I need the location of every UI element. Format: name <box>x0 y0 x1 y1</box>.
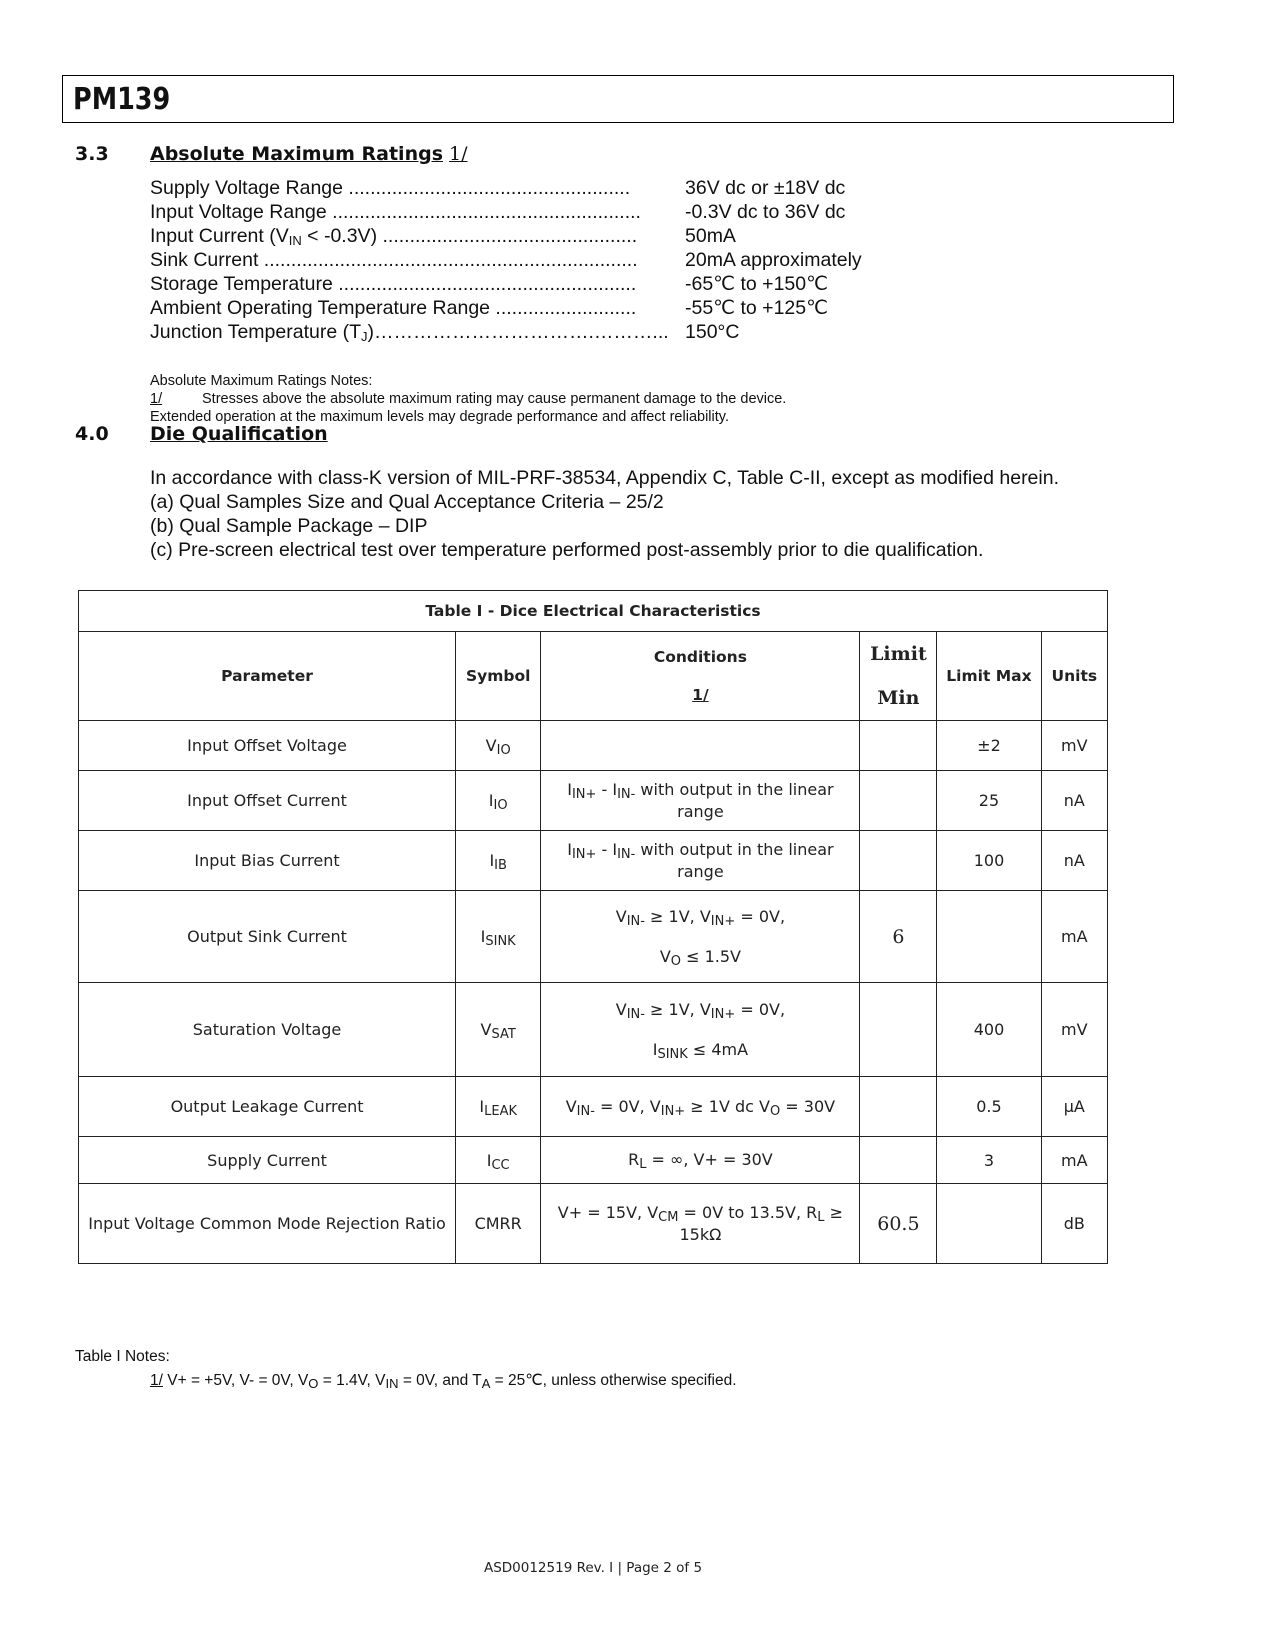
cell-conditions <box>541 771 860 831</box>
cell-limit-max: 0.5 <box>937 1077 1041 1137</box>
header-limit-max: Limit Max <box>937 632 1041 721</box>
cell-limit-max: ±2 <box>937 721 1041 771</box>
ratings-list <box>150 176 862 344</box>
condition-sub: IN- <box>626 913 645 929</box>
rating-label-text: ) <box>367 321 374 343</box>
die-qualification-text <box>150 466 1059 562</box>
qual-line-3: (b) Qual Sample Package – DIP <box>150 515 428 537</box>
ratings-note-1-text: Stresses above the absolute maximum rating may cause permanent damage to the device. <box>202 391 787 407</box>
condition-text: V <box>615 999 627 1019</box>
rating-row <box>150 296 862 320</box>
condition-text: = 0V to 13.5V, R <box>678 1202 818 1222</box>
rating-label <box>150 200 685 224</box>
rating-label-text: Ambient Operating Temperature Range <box>150 297 491 319</box>
condition-sub: IN- <box>626 1006 645 1022</box>
rating-value: -55℃ to +125℃ <box>685 297 829 319</box>
cell-conditions <box>541 1137 860 1184</box>
rating-label-text: < -0.3V) <box>301 225 378 247</box>
cell-units: mV <box>1041 721 1107 771</box>
condition-text: with output in the linear range <box>635 839 834 881</box>
table-row <box>79 891 1108 983</box>
symbol-text: I <box>479 1097 485 1116</box>
header-parameter: Parameter <box>79 632 456 721</box>
rating-label <box>150 296 685 320</box>
cell-limit-max: 400 <box>937 983 1041 1077</box>
condition-text: I <box>567 779 572 799</box>
cell-conditions <box>541 831 860 891</box>
table-row <box>79 1137 1108 1184</box>
cell-limit-min <box>860 1077 937 1137</box>
symbol-text: CMRR <box>474 1214 522 1233</box>
rating-label-sub: J <box>361 329 368 344</box>
condition-line <box>547 1149 853 1171</box>
table-note-1-text: = 25℃, unless otherwise specified. <box>490 1372 737 1389</box>
rating-label-text: Input Current (V <box>150 225 289 247</box>
section-3-3-title <box>150 143 468 165</box>
rating-value: 50mA <box>685 225 736 247</box>
ratings-notes-title: Absolute Maximum Ratings Notes: <box>150 373 373 389</box>
cell-conditions <box>541 721 860 771</box>
condition-text: V <box>615 906 627 926</box>
section-3-3-title-text: Absolute Maximum Ratings <box>150 143 444 165</box>
header-conditions <box>541 632 860 721</box>
table-row <box>79 1184 1108 1264</box>
rating-label-text: Input Voltage Range <box>150 201 327 223</box>
condition-text: = 0V, V <box>594 1096 661 1116</box>
cell-parameter: Input Bias Current <box>79 831 456 891</box>
symbol-text: I <box>488 791 494 810</box>
section-4-0-title: Die Qualification <box>150 423 328 445</box>
header-limit-min-line2: Min <box>877 687 920 709</box>
rating-value: -65℃ to +150℃ <box>685 273 829 295</box>
cell-limit-min <box>860 1137 937 1184</box>
rating-value: 20mA approximately <box>685 249 862 271</box>
symbol-sub: LEAK <box>484 1104 517 1119</box>
cell-limit-min <box>860 983 937 1077</box>
condition-line <box>547 1202 853 1246</box>
condition-line <box>547 1039 853 1061</box>
rating-label-text: Junction Temperature (T <box>150 321 361 343</box>
cell-conditions <box>541 891 860 983</box>
condition-sub: O <box>670 953 682 969</box>
rating-label <box>150 320 685 344</box>
condition-sub: IN+ <box>710 1006 736 1022</box>
condition-text: = 30V <box>780 1096 836 1116</box>
cell-symbol <box>456 721 541 771</box>
section-4-0-number: 4.0 <box>75 423 109 445</box>
table-row <box>79 983 1108 1077</box>
condition-text: V <box>659 946 671 966</box>
table-header-row <box>79 632 1108 721</box>
cell-parameter: Output Sink Current <box>79 891 456 983</box>
cell-limit-max: 25 <box>937 771 1041 831</box>
cell-limit-min: 6 <box>860 891 937 983</box>
qual-line-4: (c) Pre-screen electrical test over temperature performed post-assembly prior to die qualification. <box>150 539 984 561</box>
table-title-row <box>79 591 1108 632</box>
section-3-3-number: 3.3 <box>75 143 109 165</box>
rating-dots: …………………………….………... <box>374 321 669 343</box>
cell-units: mA <box>1041 891 1107 983</box>
condition-line <box>547 999 853 1021</box>
section-3-3-ref: 1/ <box>449 143 468 165</box>
header-limit-min-line1: Limit <box>870 643 927 665</box>
condition-text: ≥ 15kΩ <box>679 1202 843 1244</box>
cell-limit-max <box>937 891 1041 983</box>
rating-row <box>150 200 862 224</box>
header-box <box>62 75 1174 123</box>
cell-units: dB <box>1041 1184 1107 1264</box>
cell-parameter: Output Leakage Current <box>79 1077 456 1137</box>
symbol-text: V <box>480 1020 492 1039</box>
dice-electrical-table <box>78 590 1108 1264</box>
condition-text: ≥ 1V, V <box>644 999 711 1019</box>
cell-parameter: Input Offset Voltage <box>79 721 456 771</box>
cell-parameter: Saturation Voltage <box>79 983 456 1077</box>
symbol-sub: IO <box>493 798 508 813</box>
cell-limit-min <box>860 721 937 771</box>
rating-label-text: Sink Current <box>150 249 259 271</box>
condition-text: ≥ 1V, V <box>644 906 711 926</box>
rating-row <box>150 272 862 296</box>
condition-sub: IN+ <box>660 1103 686 1119</box>
cell-parameter: Input Offset Current <box>79 771 456 831</box>
condition-text: = 0V, <box>735 999 786 1019</box>
ratings-note-1-ref: 1/ <box>150 391 163 407</box>
cell-symbol <box>456 771 541 831</box>
condition-text: ≥ 1V dc V <box>685 1096 770 1116</box>
table-note-1 <box>75 1369 737 1393</box>
rating-dots: ......................................................... <box>326 201 641 223</box>
condition-sub: IN- <box>576 1103 595 1119</box>
cell-limit-max: 100 <box>937 831 1041 891</box>
cell-limit-min: 60.5 <box>860 1184 937 1264</box>
rating-label-sub: IN <box>288 233 302 248</box>
condition-line <box>547 1096 853 1118</box>
symbol-sub: CC <box>491 1157 510 1173</box>
rating-label-text: Storage Temperature <box>150 273 333 295</box>
condition-text: ≤ 4mA <box>687 1039 749 1059</box>
condition-sub: L <box>639 1157 647 1172</box>
cell-parameter: Input Voltage Common Mode Rejection Ratio <box>79 1184 456 1264</box>
condition-sub: L <box>817 1209 825 1225</box>
table-row <box>79 771 1108 831</box>
header-conditions-ref: 1/ <box>692 686 709 704</box>
condition-sub: IN+ <box>571 786 597 802</box>
symbol-text: I <box>480 927 486 946</box>
symbol-sub: SINK <box>485 934 516 949</box>
table-row <box>79 831 1108 891</box>
symbol-sub: IB <box>494 858 507 873</box>
rating-row <box>150 224 862 248</box>
cell-units: nA <box>1041 771 1107 831</box>
ratings-note-1-continued: Extended operation at the maximum levels may degrade performance and affect reliability. <box>150 409 729 425</box>
qual-line-2: (a) Qual Samples Size and Qual Acceptance Criteria – 25/2 <box>150 491 664 513</box>
cell-symbol <box>456 1077 541 1137</box>
condition-line <box>547 839 853 883</box>
qual-line-1: In accordance with class-K version of MIL-PRF-38534, Appendix C, Table C-II, except as modified herein. <box>150 467 1059 489</box>
symbol-sub: SAT <box>491 1027 516 1042</box>
condition-text: I <box>567 839 572 859</box>
cell-symbol <box>456 1184 541 1264</box>
condition-line <box>547 946 853 968</box>
condition-text: R <box>628 1150 640 1169</box>
condition-text: I <box>652 1039 658 1059</box>
cell-symbol <box>456 891 541 983</box>
cell-symbol <box>456 831 541 891</box>
cell-units: µA <box>1041 1077 1107 1137</box>
condition-sub: IN- <box>617 846 636 862</box>
rating-value: 36V dc or ±18V dc <box>685 177 846 199</box>
rating-dots: .................................................... <box>342 177 631 199</box>
symbol-sub: IO <box>496 743 511 758</box>
table-note-1-ref: 1/ <box>150 1372 163 1389</box>
rating-label <box>150 248 685 272</box>
rating-row <box>150 176 862 200</box>
cell-symbol <box>456 983 541 1077</box>
condition-text: - I <box>596 839 618 859</box>
condition-sub: IN+ <box>710 913 736 929</box>
table-note-1-text: = 0V, and T <box>398 1372 482 1389</box>
condition-text: - I <box>596 779 618 799</box>
rating-dots: ............................................... <box>377 225 638 247</box>
condition-text: = ∞, V+ = 30V <box>646 1150 773 1169</box>
condition-sub: O <box>769 1103 781 1119</box>
cell-conditions <box>541 1077 860 1137</box>
condition-text: ≤ 1.5V <box>681 946 741 966</box>
condition-sub: CM <box>658 1209 679 1225</box>
condition-text: V+ = 15V, V <box>557 1202 659 1222</box>
condition-sub: IN- <box>617 786 636 802</box>
ratings-notes <box>150 372 786 426</box>
cell-conditions <box>541 1184 860 1264</box>
rating-dots: ..................................................................... <box>258 249 638 271</box>
header-symbol: Symbol <box>456 632 541 721</box>
condition-text: with output in the linear range <box>635 779 834 821</box>
table-notes <box>75 1345 737 1393</box>
cell-limit-max <box>937 1184 1041 1264</box>
page-title: PM139 <box>73 82 171 117</box>
condition-line <box>547 779 853 823</box>
table-note-1-text: = 1.4V, V <box>318 1372 386 1389</box>
condition-text: V <box>565 1096 577 1116</box>
table-note-1-sub: O <box>308 1376 319 1391</box>
page-footer: ASD0012519 Rev. I | Page 2 of 5 <box>483 1560 703 1576</box>
rating-label <box>150 176 685 200</box>
symbol-text: V <box>485 736 497 755</box>
rating-dots: ....................................................... <box>332 273 637 295</box>
cell-limit-max: 3 <box>937 1137 1041 1184</box>
symbol-text: I <box>486 1150 492 1170</box>
rating-row <box>150 320 862 344</box>
rating-label <box>150 224 685 248</box>
rating-row <box>150 248 862 272</box>
header-units: Units <box>1041 632 1107 721</box>
cell-conditions <box>541 983 860 1077</box>
cell-units: nA <box>1041 831 1107 891</box>
table-note-1-text: V+ = +5V, V- = 0V, V <box>162 1372 309 1389</box>
rating-dots: .......................... <box>490 297 637 319</box>
table-notes-title: Table I Notes: <box>75 1348 170 1365</box>
rating-label <box>150 272 685 296</box>
condition-text: = 0V, <box>735 906 786 926</box>
cell-limit-min <box>860 771 937 831</box>
ratings-note-1 <box>150 390 786 408</box>
cell-units: mV <box>1041 983 1107 1077</box>
table-note-1-sub: IN <box>385 1376 399 1391</box>
condition-sub: IN+ <box>571 846 597 862</box>
cell-parameter: Supply Current <box>79 1137 456 1184</box>
cell-limit-min <box>860 831 937 891</box>
rating-label-text: Supply Voltage Range <box>150 177 343 199</box>
header-conditions-label: Conditions <box>653 648 747 666</box>
table-note-1-sub: A <box>481 1376 491 1391</box>
table-title: Table I - Dice Electrical Characteristics <box>79 591 1108 632</box>
rating-value: -0.3V dc to 36V dc <box>685 201 846 223</box>
cell-units: mA <box>1041 1137 1107 1184</box>
symbol-text: I <box>489 851 495 870</box>
header-limit-min <box>860 632 937 721</box>
table-row <box>79 721 1108 771</box>
condition-line <box>547 906 853 928</box>
cell-symbol <box>456 1137 541 1184</box>
table-row <box>79 1077 1108 1137</box>
condition-sub: SINK <box>657 1046 688 1062</box>
rating-value: 150°C <box>685 321 740 343</box>
